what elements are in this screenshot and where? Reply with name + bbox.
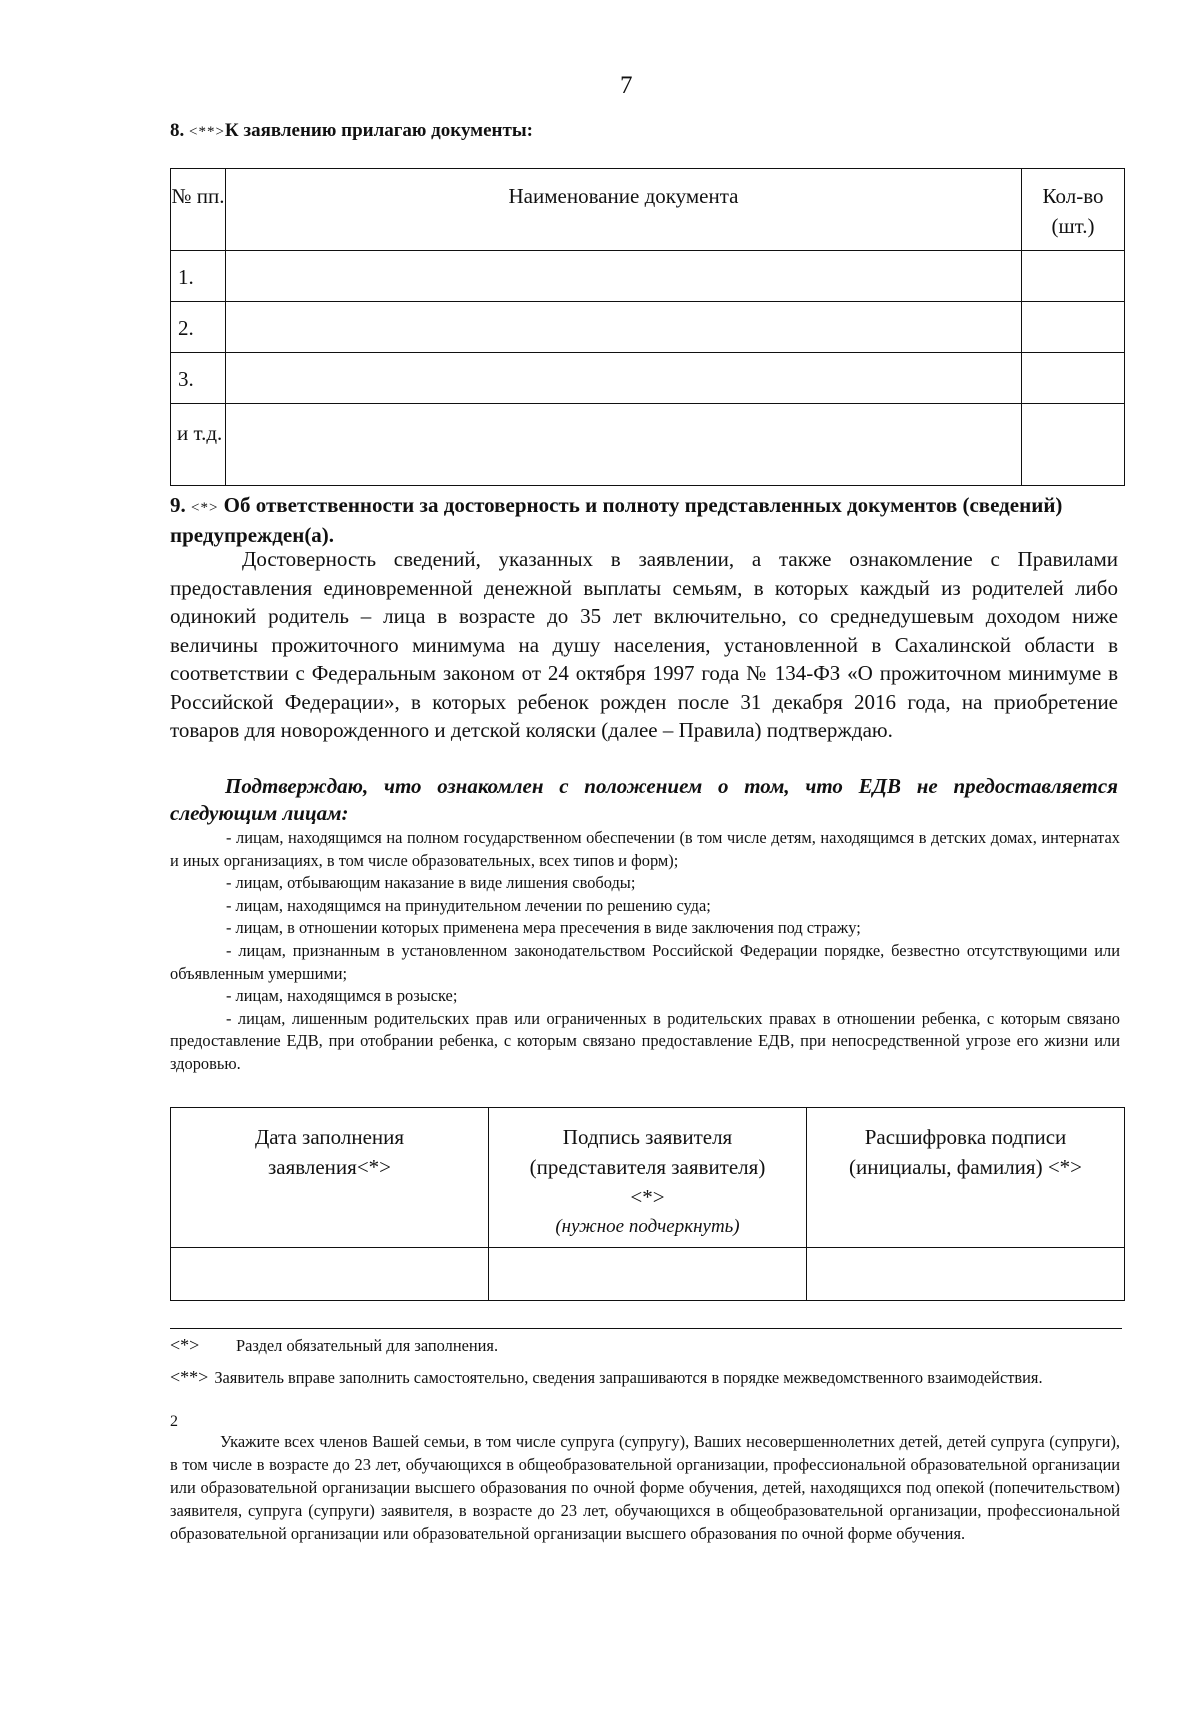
date-header xyxy=(171,1108,489,1248)
quantity-cell[interactable] xyxy=(1022,404,1125,486)
document-name-cell[interactable] xyxy=(226,404,1022,486)
table-row xyxy=(171,404,1125,486)
signature-header xyxy=(489,1108,807,1248)
document-name-cell[interactable] xyxy=(226,302,1022,353)
row-number: и т.д. xyxy=(171,404,226,486)
date-header-line1: Дата заполнения xyxy=(254,1125,405,1149)
document-name-cell[interactable] xyxy=(226,353,1022,404)
row-number: 3. xyxy=(171,353,226,404)
list-item: - лицам, отбывающим наказание в виде лишения свободы; xyxy=(226,873,636,893)
signature-table xyxy=(170,1107,1125,1301)
documents-table xyxy=(170,168,1125,486)
signature-table-row xyxy=(171,1248,1125,1301)
footnote-3-key: 2 xyxy=(170,1413,178,1430)
document-name-cell[interactable] xyxy=(226,251,1022,302)
list-item: - лицам, находящимся в розыске; xyxy=(226,986,458,1006)
footnote-3 xyxy=(170,1414,1120,1545)
section-9-mark: <*> xyxy=(191,500,219,516)
signature-header-note: (нужное подчеркнуть) xyxy=(555,1216,740,1237)
signature-header-line3: <*> xyxy=(630,1185,665,1209)
documents-table-header xyxy=(171,169,1125,251)
decode-header-line2: (инициалы, фамилия) <*> xyxy=(848,1155,1083,1179)
footnote-2 xyxy=(170,1366,1120,1389)
list-item: - лицам, находящимся на принудительном лечении по решению суда; xyxy=(226,895,711,915)
quantity-cell[interactable] xyxy=(1022,251,1125,302)
section-8-mark: <**> xyxy=(189,124,225,140)
acknowledgement-paragraph: Достоверность сведений, указанных в заявлении, а также ознакомление с Правилами предоставления единовременной денежной выплаты семьям, в которых каждый из родителей либо одинокий родитель – лица в возрасте до 35 лет включительно, со среднедушевым доходом ниже величины прожиточного минимума на душу населения, установленной в Сахалинской области в соответствии с Федеральным законом от 24 октября 1997 года № 134-ФЗ «О прожиточном минимуме в Российской Федерации», в которых ребенок рожден после 31 декабря 2016 года, на приобретение товаров для новорожденного и детской коляски (далее – Правила) подтверждаю. xyxy=(170,547,1118,742)
footnote-1-text: Раздел обязательный для заполнения. xyxy=(236,1336,499,1355)
section-9-number: 9. xyxy=(170,493,186,517)
quantity-cell[interactable] xyxy=(1022,353,1125,404)
decode-header-line1: Расшифровка подписи xyxy=(864,1125,1067,1149)
signature-field[interactable] xyxy=(489,1248,807,1301)
row-number: 2. xyxy=(171,302,226,353)
footnote-divider xyxy=(170,1328,1122,1329)
header-document-name: Наименование документа xyxy=(226,169,1022,251)
decode-header xyxy=(807,1108,1125,1248)
table-row xyxy=(171,302,1125,353)
list-item: - лицам, в отношении которых применена мера пресечения в виде заключения под стражу; xyxy=(226,918,861,938)
section-9-title: Об ответственности за достоверность и полноту представленных документов (сведений) предупрежден(а). xyxy=(170,493,1063,547)
date-header-line2: заявления<*> xyxy=(267,1155,392,1179)
date-field[interactable] xyxy=(171,1248,489,1301)
page-number: 7 xyxy=(620,72,633,99)
exclusion-list xyxy=(170,827,1120,1076)
confirmation-statement: Подтверждаю, что ознакомлен с положением о том, что ЕДВ не предоставляется следующим лицам: xyxy=(170,774,1118,825)
section-8-number: 8. xyxy=(170,120,185,141)
section-8-title: К заявлению прилагаю документы: xyxy=(224,120,534,141)
signature-table-header xyxy=(171,1108,1125,1248)
list-item: - лицам, лишенным родительских прав или ограниченных в родительских правах в отношении ребенка, с которым связано предоставление ЕДВ, при отобрании ребенка, с которым связано предоставление ЕДВ, при непосредственной угрозе его жизни или здоровью. xyxy=(170,1008,1120,1073)
footnote-3-text: Укажите всех членов Вашей семьи, в том числе супруга (супругу), Ваших несовершеннолетних детей, детей супруга (супруги), в том числе в возрасте до 23 лет, обучающихся в общеобразовательной организации, профессиональной образовательной организации или образовательной организации высшего образования по очной форме обучения, детей, находящихся под опекой (попечительством) заявителя, супруга (супруги) заявителя, в возрасте до 23 лет, обучающихся в общеобразовательной организации, профессиональной образовательной организации или образовательной организации высшего образования по очной форме обучения. xyxy=(170,1432,1120,1543)
header-quantity: Кол-во (шт.) xyxy=(1022,169,1125,251)
decode-field[interactable] xyxy=(807,1248,1125,1301)
section-9-heading xyxy=(170,492,1120,549)
footnote-2-key: <**> xyxy=(170,1367,209,1387)
table-row xyxy=(171,251,1125,302)
header-no: № пп. xyxy=(171,169,226,251)
list-item: - лицам, находящимся на полном государственном обеспечении (в том числе детям, находящимся в детских домах, интернатах и иных организациях, в том числе образовательных, всех типов и форм); xyxy=(170,828,1120,870)
footnote-1 xyxy=(170,1334,1120,1357)
quantity-cell[interactable] xyxy=(1022,302,1125,353)
signature-header-line2: (представителя заявителя) xyxy=(529,1155,766,1179)
footnote-1-key: <*> xyxy=(170,1335,200,1355)
signature-header-line1: Подпись заявителя xyxy=(562,1125,733,1149)
footnote-2-text: Заявитель вправе заполнить самостоятельно, сведения запрашиваются в порядке межведомственного взаимодействия. xyxy=(214,1368,1043,1387)
section-8-heading xyxy=(170,120,533,142)
row-number: 1. xyxy=(171,251,226,302)
table-row xyxy=(171,353,1125,404)
list-item: - лицам, признанным в установленном законодательством Российской Федерации порядке, безвестно отсутствующими или объявленным умершими; xyxy=(170,940,1120,983)
